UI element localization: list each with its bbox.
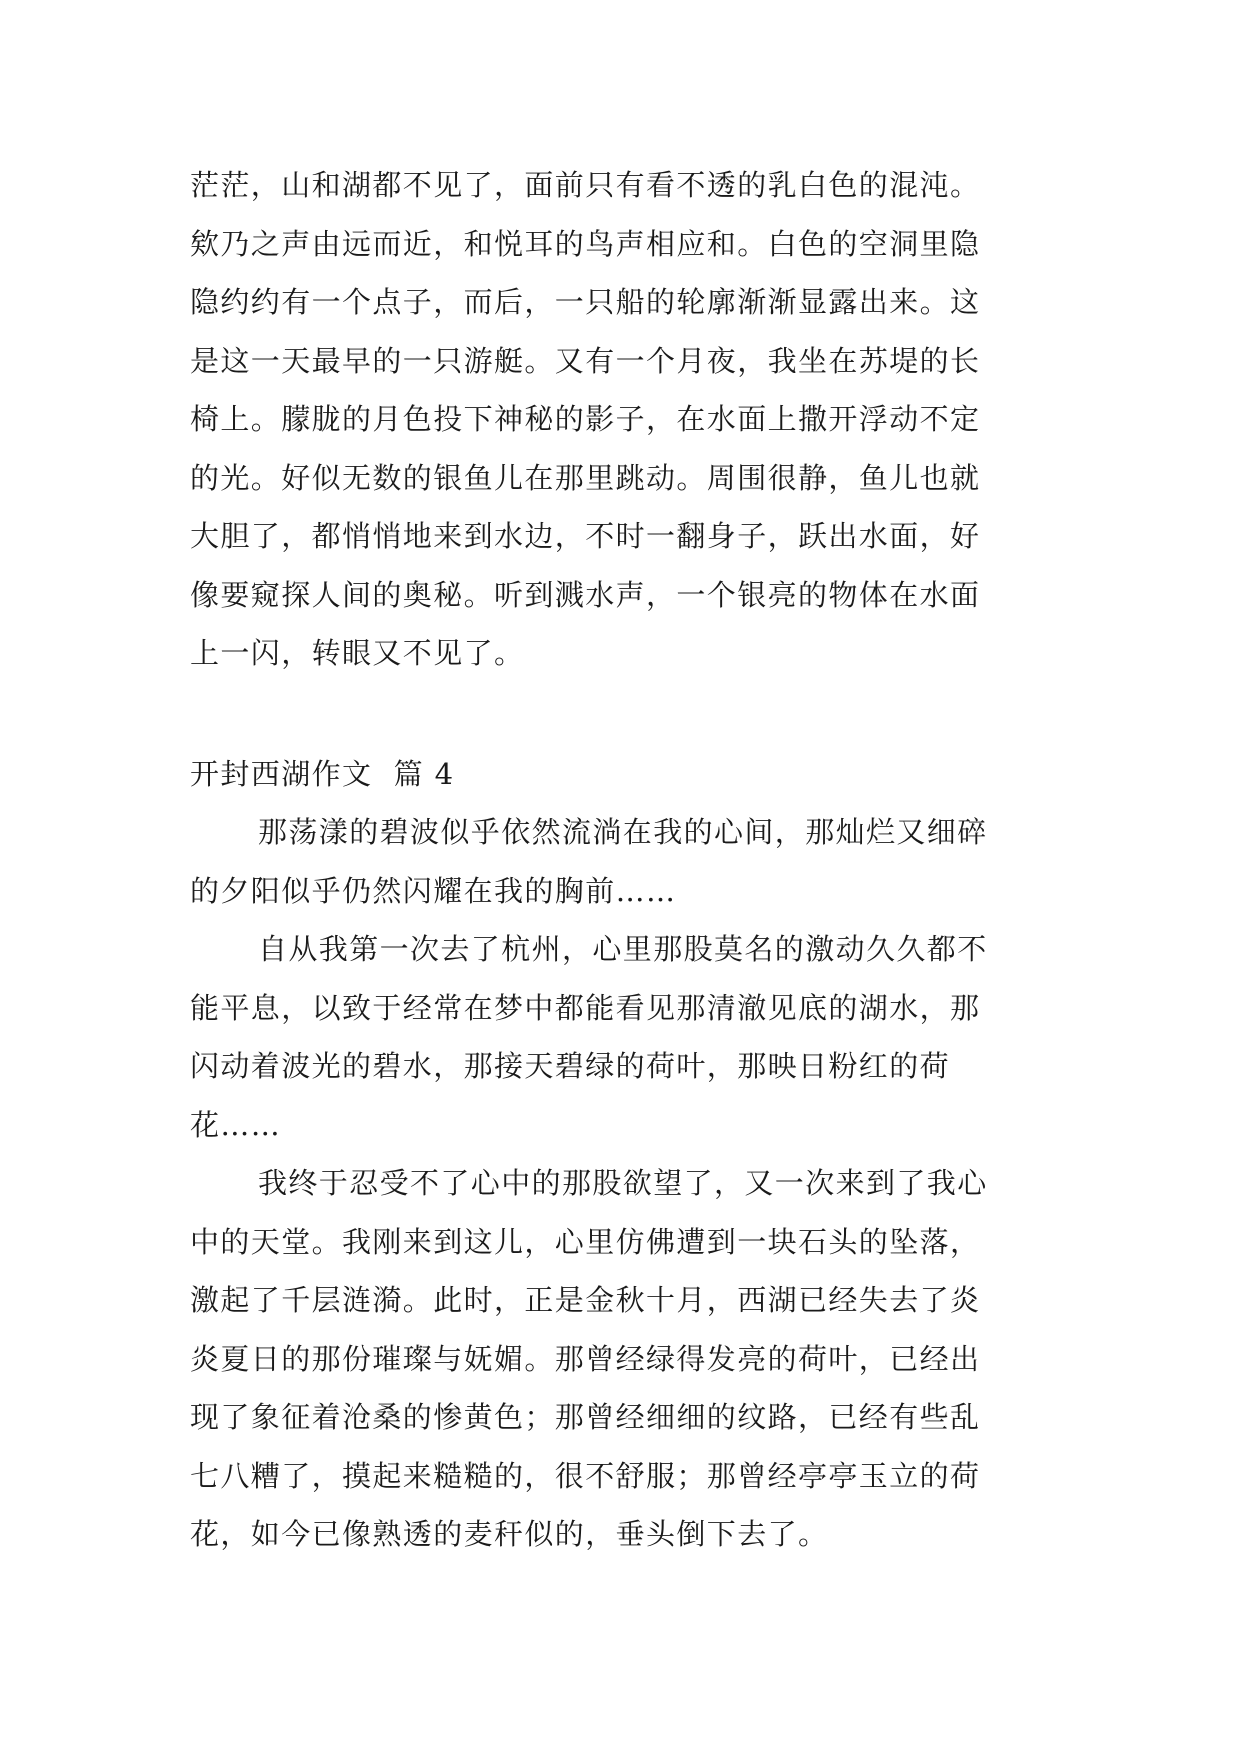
- text-line: 花，如今已像熟透的麦秆似的，垂头倒下去了。: [190, 1517, 829, 1551]
- text-line: 是这一天最早的一只游艇。又有一个月夜，我坐在苏堤的长: [190, 343, 981, 378]
- section-heading: 开封西湖作文 篇 4: [190, 757, 455, 791]
- text-line: 椅上。朦胧的月色投下神秘的影子，在水面上撒开浮动不定: [190, 402, 981, 436]
- text-line: 中的天堂。我刚来到这儿，心里仿佛遭到一块石头的坠落，: [190, 1224, 981, 1259]
- text-line: 欸乃之声由远而近，和悦耳的鸟声相应和。白色的空洞里隐: [190, 226, 981, 261]
- text-line: 茫茫，山和湖都不见了，面前只有看不透的乳白色的混沌。: [190, 168, 981, 202]
- text-line: 的夕阳似乎仍然闪耀在我的胸前……: [190, 873, 677, 908]
- paragraph-first-line: 我终于忍受不了心中的那股欲望了，又一次来到了我心: [258, 1166, 988, 1200]
- continued-paragraph: [190, 156, 1090, 683]
- text-line: 七八糟了，摸起来糙糙的，很不舒服；那曾经亭亭玉立的荷: [190, 1458, 981, 1493]
- text-line: 隐约约有一个点子，而后，一只船的轮廓渐渐显露出来。这: [190, 285, 981, 319]
- text-line: 上一闪，转眼又不见了。: [190, 636, 525, 670]
- text-line: 激起了千层涟漪。此时，正是金秋十月，西湖已经失去了炎: [190, 1283, 981, 1317]
- text-line: 现了象征着沧桑的惨黄色；那曾经细细的纹路，已经有些乱: [190, 1400, 981, 1434]
- text-line: 炎夏日的那份璀璨与妩媚。那曾经绿得发亮的荷叶，已经出: [190, 1341, 981, 1376]
- text-line: 闪动着波光的碧水，那接天碧绿的荷叶，那映日粉红的荷: [190, 1049, 951, 1083]
- text-line: 花……: [190, 1107, 282, 1142]
- text-line: 的光。好似无数的银鱼儿在那里跳动。周围很静，鱼儿也就: [190, 460, 981, 495]
- paragraph-first-line: 自从我第一次去了杭州，心里那股莫名的激动久久都不: [258, 932, 988, 966]
- text-line: 能平息，以致于经常在梦中都能看见那清澈见底的湖水，那: [190, 990, 981, 1025]
- section-body: [190, 803, 1090, 1564]
- text-line: 像要窥探人间的奥秘。听到溅水声，一个银亮的物体在水面: [190, 577, 981, 612]
- text-line: 大胆了，都悄悄地来到水边，不时一翻身子，跃出水面，好: [190, 519, 981, 553]
- paragraph-first-line: 那荡漾的碧波似乎依然流淌在我的心间，那灿烂又细碎: [258, 815, 988, 849]
